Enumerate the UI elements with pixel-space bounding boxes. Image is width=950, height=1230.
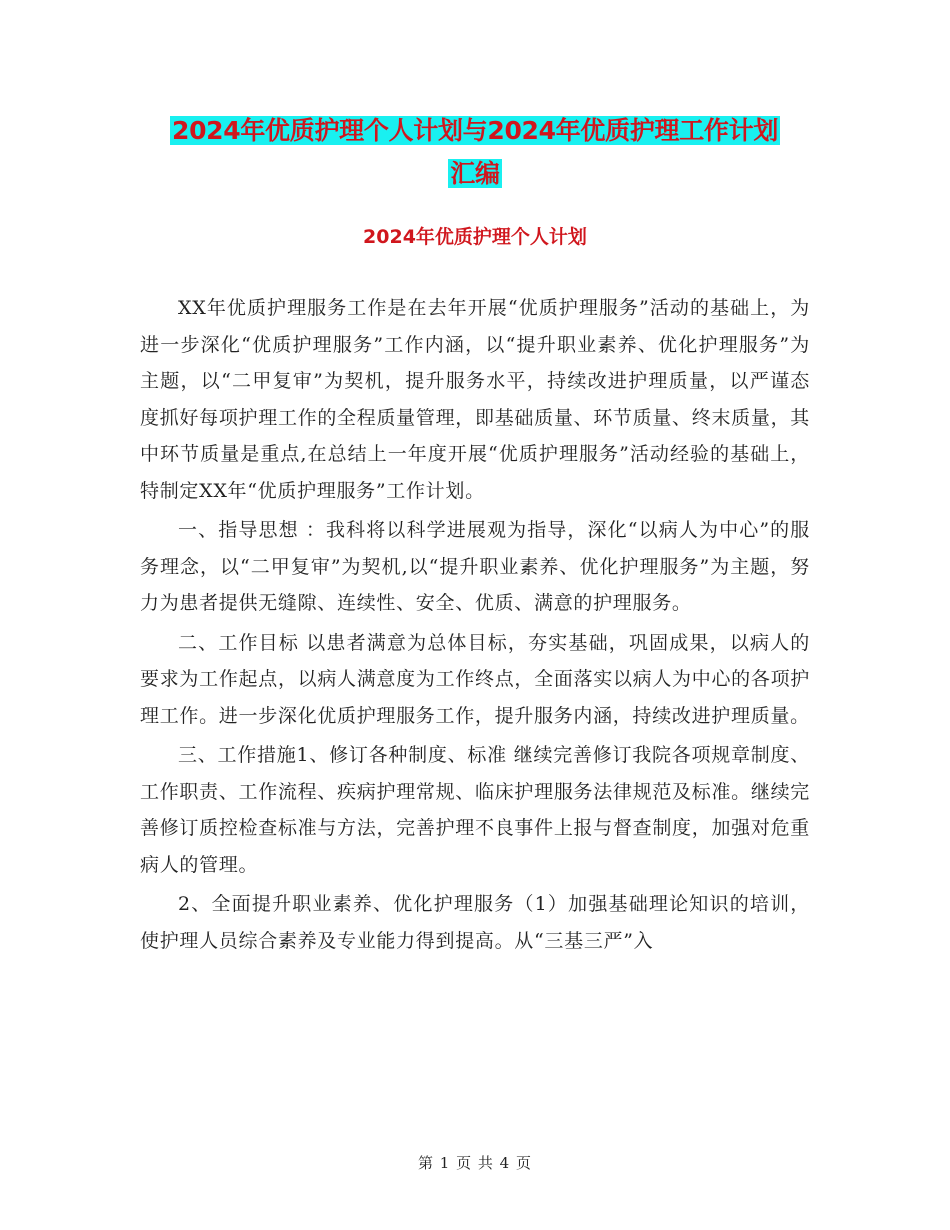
document-title-line-2	[140, 155, 810, 193]
document-body	[140, 290, 810, 962]
paragraph-professional-quality: 2、全面提升职业素养、优化护理服务（1）加强基础理论知识的培训，使护理人员综合素养及专业能力得到提高。从“三基三严”入	[140, 893, 810, 952]
paragraph-guiding-ideology: 一、指导思想 ：我科将以科学进展观为指导，深化“以病人为中心”的服务理念，以“二甲复审”为契机,以“提升职业素养、优化护理服务”为主题，努力为患者提供无缝隙、连续性、安全、优质、满意的护理服务。	[140, 519, 810, 614]
paragraph-work-measures: 三、工作措施1、修订各种制度、标准 继续完善修订我院各项规章制度、工作职责、工作流程、疾病护理常规、临床护理服务法律规范及标准。继续完善修订质控检查标准与方法，完善护理不良事件上报与督查制度，加强对危重病人的管理。	[140, 744, 810, 876]
title-highlight: 2024年优质护理个人计划与2024年优质护理工作计划	[171, 116, 779, 145]
page-footer: 第 1 页 共 4 页	[418, 1154, 532, 1172]
paragraph-intro: XX年优质护理服务工作是在去年开展“优质护理服务”活动的基础上，为进一步深化“优质护理服务”工作内涵，以“提升职业素养、优化护理服务”为主题，以“二甲复审”为契机，提升服务水平，持续改进护理质量，以严谨态度抓好每项护理工作的全程质量管理，即基础质量、环节质量、终末质量，其中环节质量是重点,在总结上一年度开展“优质护理服务”活动经验的基础上，特制定XX年“优质护理服务”工作计划。	[140, 297, 810, 502]
section-title: 2024年优质护理个人计划	[363, 226, 587, 248]
document-title-line-1	[140, 112, 810, 150]
title-highlight: 汇编	[450, 159, 500, 188]
paragraph-work-goals: 二、工作目标 以患者满意为总体目标，夯实基础，巩固成果，以病人的要求为工作起点，以病人满意度为工作终点，全面落实以病人为中心的各项护理工作。进一步深化优质护理服务工作，提升服务内涵，持续改进护理质量。	[140, 631, 810, 727]
